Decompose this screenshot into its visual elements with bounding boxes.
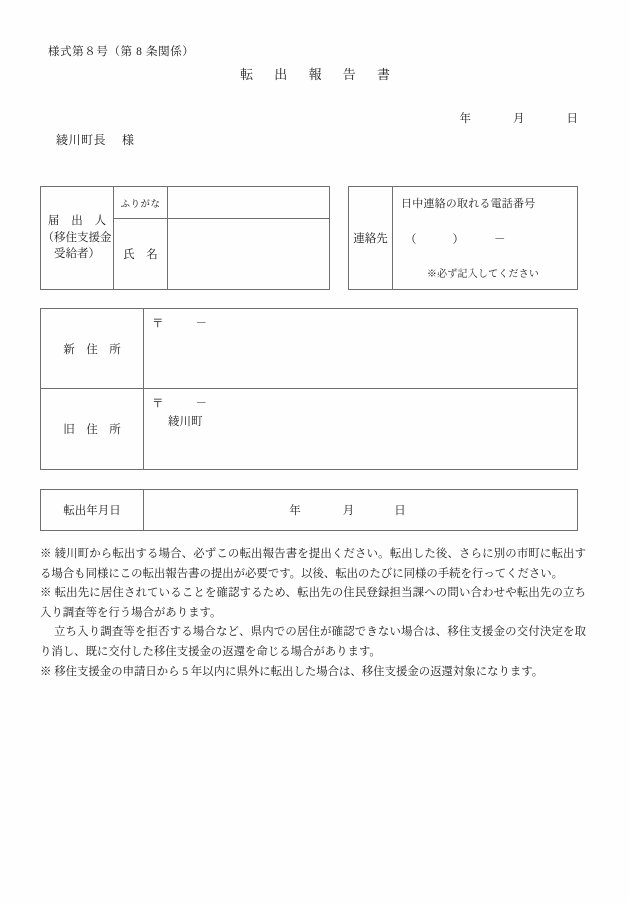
furigana-label: ふりがな — [120, 199, 161, 210]
note-item: ※ 移住支援金の申請日から 5 年以内に県外に転出した場合は、移住支援金の返還対象になります。 — [40, 665, 544, 678]
old-address-zip-line — [152, 395, 207, 411]
date-year-label: 年 — [459, 113, 471, 125]
movedate-label-cell — [41, 490, 144, 530]
contact-body-cell[interactable] — [393, 187, 577, 289]
applicant-label-line2: （移住支援金 — [42, 231, 112, 244]
zip-dash: － — [195, 398, 207, 410]
contact-required-note: ※必ず記入してください — [426, 269, 540, 280]
applicant-table — [40, 186, 330, 290]
addressee — [56, 131, 135, 148]
zip-mark-icon: 〒 — [152, 398, 164, 410]
name-label: 氏 名 — [123, 249, 158, 261]
note-item: 立ち入り調査等を拒否する場合など、県内での居住が確認できない場合は、移住支援金の交付決定を取り消し、既に交付した移住支援金の返還を命じる場合があります。 — [40, 626, 586, 659]
date-month-label: 月 — [513, 113, 525, 125]
notes-section — [40, 545, 586, 682]
movedate-day-label: 日 — [394, 505, 406, 517]
date-line — [460, 110, 579, 126]
furigana-input-cell[interactable] — [168, 187, 329, 219]
furigana-label-cell — [114, 187, 168, 219]
applicant-label-cell — [41, 187, 114, 289]
new-address-label-cell — [41, 309, 144, 389]
movedate-month-label: 月 — [342, 505, 355, 517]
applicant-label-line1: 届 出 人 — [47, 214, 111, 227]
old-address-label-cell — [41, 389, 144, 469]
old-address-town: 綾川町 — [168, 416, 203, 428]
applicant-label-line3: 受給者） — [54, 248, 100, 261]
addressee-honorific: 様 — [122, 133, 135, 147]
old-address-label: 旧 住 所 — [63, 424, 121, 436]
movedate-label: 転出年月日 — [63, 505, 121, 517]
page-title: 転 出 報 告 書 — [239, 67, 399, 82]
contact-table — [348, 186, 578, 290]
movedate-input-cell[interactable] — [144, 490, 577, 530]
phone-open-paren: （ — [405, 234, 417, 246]
movedate-ymd — [289, 502, 406, 518]
phone-close-paren: ） — [452, 234, 464, 246]
movedate-year-label: 年 — [289, 505, 301, 517]
note-item: ※ 転出先に居住されていることを確認するため、転出先の住民登録担当課への問い合わせや転出先の立ち入り調査等を行う場合があります。 — [40, 587, 586, 619]
contact-label-cell — [349, 187, 393, 289]
new-address-label: 新 住 所 — [63, 343, 121, 356]
addressee-name: 綾川町長 — [56, 133, 107, 147]
date-day-label: 日 — [566, 113, 578, 125]
contact-label: 連絡先 — [353, 233, 388, 245]
name-input-cell[interactable] — [168, 219, 329, 289]
phone-number-field[interactable] — [405, 231, 506, 247]
zip-mark-icon: 〒 — [152, 318, 164, 330]
address-table — [40, 308, 578, 470]
old-address-input-cell[interactable] — [144, 389, 577, 469]
new-address-zip-line — [152, 315, 207, 331]
new-address-input-cell[interactable] — [144, 309, 577, 389]
form-number: 様式第８号（第 8 条関係） — [48, 46, 195, 58]
note-item: ※ 綾川町から転出する場合、必ずこの転出報告書を提出ください。転出した後、さらに別の市町に転出する場合も同様にこの転出報告書の提出が必要です。以後、転出のたびに同様の手続を行ってください。 — [40, 548, 586, 580]
zip-dash: － — [195, 318, 207, 330]
movedate-table — [40, 489, 578, 531]
phone-dash: － — [494, 234, 506, 246]
name-label-cell — [114, 219, 168, 289]
contact-caption: 日中連絡の取れる電話番号 — [401, 198, 536, 210]
